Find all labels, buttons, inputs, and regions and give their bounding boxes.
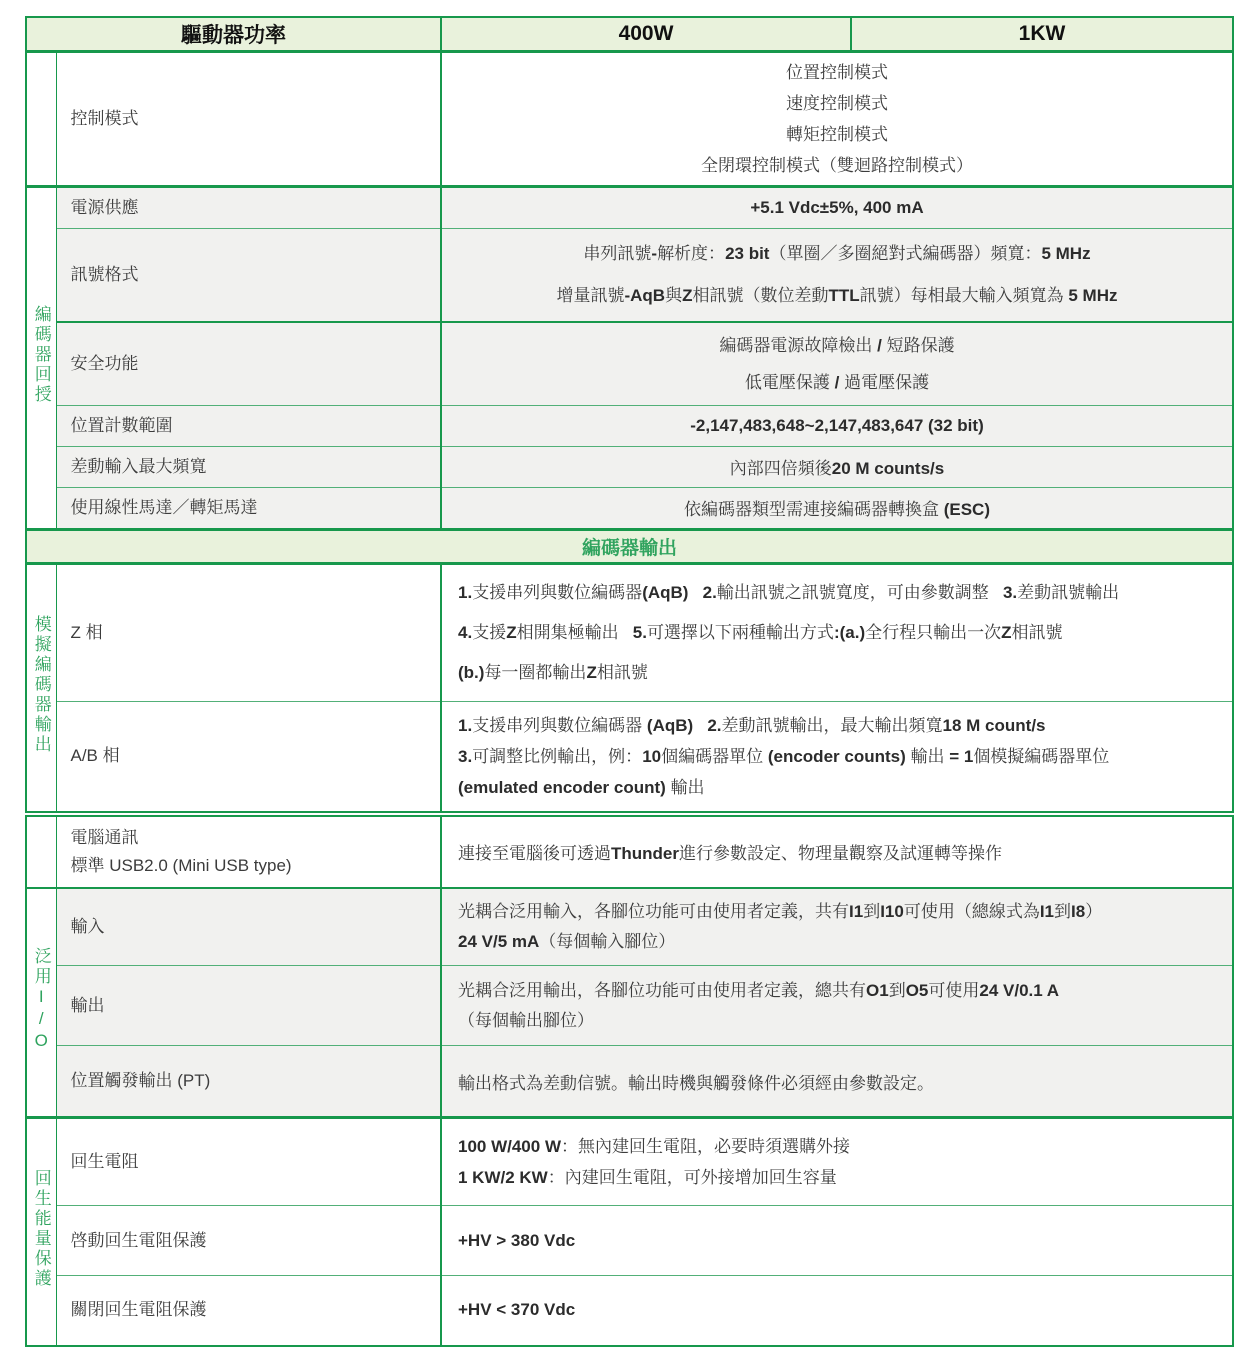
spacer-cell — [26, 814, 56, 888]
row-safety — [26, 322, 1233, 406]
row-position-trigger — [26, 1046, 1233, 1118]
diff-input-bw-label: 差動輸入最大頻寬 — [56, 446, 441, 487]
value-line: （每個輸出腳位） — [458, 1010, 594, 1030]
io-input-label: 輸入 — [56, 888, 441, 966]
header-1kw: 1KW — [851, 17, 1233, 51]
value-line: 轉矩控制模式 — [786, 124, 888, 144]
value-line: (emulated encoder count) 輸出 — [458, 777, 705, 797]
power-supply-value: +5.1 Vdc±5%, 400 mA — [441, 186, 1233, 228]
group-label-encoder-feedback — [26, 186, 56, 529]
regen-resistor-label: 回生電阻 — [56, 1118, 441, 1206]
safety-label: 安全功能 — [56, 322, 441, 406]
row-control-mode — [26, 51, 1233, 186]
regen-off-value: +HV < 370 Vdc — [458, 1300, 576, 1320]
value-line: (b.)每一圈都輸出Z相訊號 — [458, 662, 648, 682]
value-line: 編碼器電源故障檢出 / 短路保護 — [719, 335, 955, 355]
pc-comm-label — [56, 814, 441, 888]
row-linear-motor — [26, 487, 1233, 529]
value-line: 增量訊號-AqB與Z相訊號（數位差動TTL訊號）每相最大輸入頻寬為 5 MHz — [556, 285, 1118, 305]
header-row — [26, 17, 1233, 51]
label-line: 電腦通訊 — [70, 827, 139, 847]
regen-resistor-value — [441, 1118, 1233, 1206]
section-band-title: 編碼器輸出 — [26, 529, 1233, 563]
value-line: 光耦合泛用輸入，各腳位功能可由使用者定義，共有I1到I10可使用（總線式為I1到I8） — [458, 901, 1103, 921]
regen-on-label: 啓動回生電阻保護 — [56, 1206, 441, 1276]
spec-table — [25, 16, 1234, 1347]
linear-motor-label: 使用線性馬達／轉矩馬達 — [56, 487, 441, 529]
row-power-supply — [26, 186, 1233, 228]
safety-value — [441, 322, 1233, 406]
row-regen-resistor — [26, 1118, 1233, 1206]
io-output-label: 輸出 — [56, 966, 441, 1046]
value-line: 1.支援串列與數位編碼器 (AqB) 2.差動訊號輸出，最大輸出頻寬18 M count/s — [458, 715, 1046, 735]
spacer-cell — [26, 51, 56, 186]
ab-phase-value — [441, 701, 1233, 814]
position-range-label: 位置計數範圍 — [56, 405, 441, 446]
row-regen-on — [26, 1206, 1233, 1276]
value-line: 4.支援Z相開集極輸出 5.可選擇以下兩種輸出方式:(a.)全行程只輸出一次Z相訊號 — [458, 622, 1063, 642]
z-phase-value — [441, 563, 1233, 701]
label-line: 標準 USB2.0 (Mini USB type) — [70, 855, 292, 875]
vertical-group-text: 編碼器回授 — [31, 305, 51, 405]
row-regen-off — [26, 1276, 1233, 1346]
position-range-value: -2,147,483,648~2,147,483,647 (32 bit) — [441, 405, 1233, 446]
row-ab-phase — [26, 701, 1233, 814]
header-driver-power: 驅動器功率 — [26, 17, 441, 51]
value-line: 100 W/400 W：無內建回生電阻，必要時須選購外接 — [458, 1137, 850, 1156]
value-line: 1 KW/2 KW：內建回生電阻，可外接增加回生容量 — [458, 1168, 837, 1187]
row-signal-format — [26, 228, 1233, 322]
value-line: 光耦合泛用輸出，各腳位功能可由使用者定義，總共有O1到O5可使用24 V/0.1 A — [458, 980, 1060, 1000]
group-label-general-io — [26, 888, 56, 1118]
regen-on-value: +HV > 380 Vdc — [458, 1230, 576, 1250]
row-pc-comm — [26, 814, 1233, 888]
row-z-phase — [26, 563, 1233, 701]
row-position-range — [26, 405, 1233, 446]
vertical-group-text: 回生能量保護 — [31, 1169, 51, 1290]
power-supply-label: 電源供應 — [56, 186, 441, 228]
control-mode-value — [441, 51, 1233, 186]
position-trigger-label: 位置觸發輸出 (PT) — [56, 1046, 441, 1118]
value-line: 速度控制模式 — [786, 93, 888, 113]
position-trigger-value: 輸出格式為差動信號。輸出時機與觸發條件必須經由參數設定。 — [441, 1046, 1233, 1118]
value-line: 低電壓保護 / 過電壓保護 — [744, 372, 930, 392]
value-line: 串列訊號-解析度：23 bit（單圈／多圈絕對式編碼器）頻寬：5 MHz — [583, 243, 1091, 263]
value-line: 24 V/5 mA（每個輸入腳位） — [458, 931, 676, 951]
group-label-emulated-encoder-output — [26, 563, 56, 814]
diff-input-bw-value: 內部四倍頻後20 M counts/s — [441, 446, 1233, 487]
z-phase-label: Z 相 — [56, 563, 441, 701]
vertical-group-text: 模擬編碼器輸出 — [31, 615, 51, 755]
value-line: 位置控制模式 — [786, 62, 888, 82]
signal-format-label: 訊號格式 — [56, 228, 441, 322]
value-line: 3.可調整比例輸出，例：10個編碼器單位 (encoder counts) 輸出 = 1個模擬編碼器單位 — [458, 746, 1110, 766]
control-mode-label: 控制模式 — [56, 51, 441, 186]
value-line: 1.支援串列與數位編碼器(AqB) 2.輸出訊號之訊號寬度，可由參數調整 3.差動訊號輸出 — [458, 582, 1120, 602]
io-input-value — [441, 888, 1233, 966]
value-line: 全閉環控制模式（雙迴路控制模式） — [701, 155, 973, 175]
signal-format-value — [441, 228, 1233, 322]
header-400w: 400W — [441, 17, 851, 51]
ab-phase-label: A/B 相 — [56, 701, 441, 814]
vertical-group-text: 泛用I/O — [31, 946, 51, 1053]
pc-comm-value: 連接至電腦後可透過Thunder進行參數設定、物理量觀察及試運轉等操作 — [458, 844, 1002, 863]
io-output-value — [441, 966, 1233, 1046]
row-io-input — [26, 888, 1233, 966]
section-band-encoder-output — [26, 529, 1233, 563]
row-io-output — [26, 966, 1233, 1046]
row-diff-input-bw — [26, 446, 1233, 487]
regen-off-label: 關閉回生電阻保護 — [56, 1276, 441, 1346]
linear-motor-value: 依編碼器類型需連接編碼器轉換盒 (ESC) — [441, 487, 1233, 529]
group-label-regen-protection — [26, 1118, 56, 1346]
